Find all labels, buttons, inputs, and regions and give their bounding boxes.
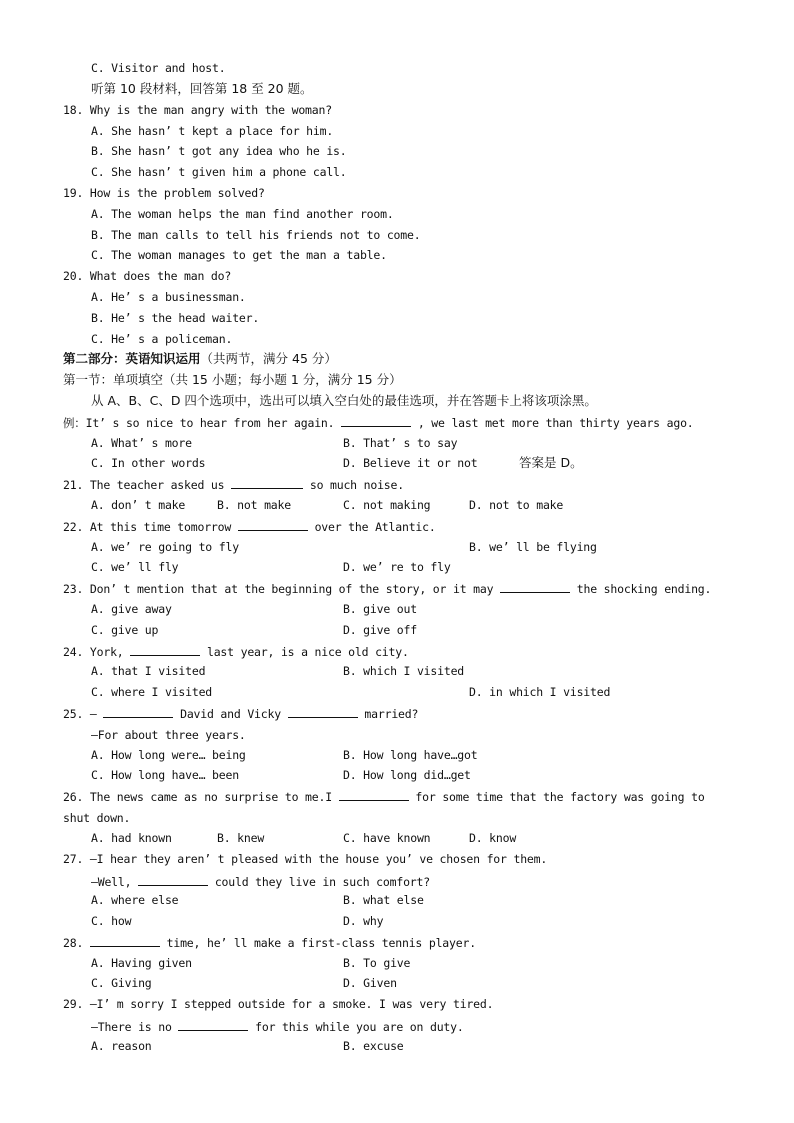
question-26-stem-start: 26. The news came as no surprise to me.I — [63, 790, 332, 804]
question-26-stem-end: for some time that the factory was going to — [415, 790, 705, 804]
example-option-b: B. That’ s to say — [343, 436, 458, 450]
question-28-option-a: A. Having given — [91, 956, 192, 970]
question-21-stem-end: so much noise. — [309, 478, 404, 492]
question-27-reply-start: —Well, — [91, 875, 132, 889]
question-22-option-d: D. we’ re to fly — [343, 560, 451, 574]
question-20-option-b: B. He’ s the head waiter. — [91, 311, 260, 325]
question-25-option-d: D. How long did…get — [343, 768, 471, 782]
question-23-stem-end: the shocking ending. — [576, 582, 712, 596]
question-26-option-a: A. had known — [91, 831, 172, 845]
question-25-reply: —For about three years. — [91, 728, 246, 742]
question-22-stem — [63, 519, 436, 534]
prev-option-c: C. Visitor and host. — [91, 61, 226, 75]
question-24-option-c: C. where I visited — [91, 685, 213, 699]
question-21-stem — [63, 477, 404, 492]
part-two-title: 第二部分：英语知识运用 — [63, 351, 201, 366]
question-26-option-b: B. knew — [217, 831, 265, 845]
question-24-stem-end: last year, is a nice old city. — [206, 645, 409, 659]
example-stem-end: , we last met more than thirty years ago. — [417, 416, 694, 430]
question-28-stem-end: time, he’ ll make a first-class tennis player. — [166, 936, 476, 950]
question-23-stem-start: 23. Don’ t mention that at the beginning of the story, or it may — [63, 582, 494, 596]
question-28-option-b: B. To give — [343, 956, 411, 970]
question-19-option-c: C. The woman manages to get the man a table. — [91, 248, 387, 262]
answer-blank — [178, 1019, 248, 1031]
section-one-heading: 第一节：单项填空（共 15 小题；每小题 1 分，满分 15 分） — [63, 372, 402, 387]
answer-blank — [288, 706, 358, 718]
question-22-stem-end: over the Atlantic. — [314, 520, 436, 534]
question-21-option-d: D. not to make — [469, 498, 564, 512]
question-22-stem-start: 22. At this time tomorrow — [63, 520, 232, 534]
question-29-stem: 29. —I’ m sorry I stepped outside for a smoke. I was very tired. — [63, 997, 494, 1011]
question-21-stem-start: 21. The teacher asked us — [63, 478, 225, 492]
question-18-option-c: C. She hasn’ t given him a phone call. — [91, 165, 347, 179]
question-27-reply — [91, 874, 430, 889]
question-26-stem-continued: shut down. — [63, 811, 131, 825]
example-option-c: C. In other words — [91, 456, 206, 470]
question-18-option-b: B. She hasn’ t got any idea who he is. — [91, 144, 347, 158]
question-26-option-c: C. have known — [343, 831, 431, 845]
question-19-option-b: B. The man calls to tell his friends not to come. — [91, 228, 421, 242]
question-26-option-d: D. know — [469, 831, 517, 845]
question-29-option-a: A. reason — [91, 1039, 152, 1053]
question-25-option-b: B. How long have…got — [343, 748, 478, 762]
question-24-option-d: D. in which I visited — [469, 685, 611, 699]
question-29-option-b: B. excuse — [343, 1039, 404, 1053]
question-25-stem-end: married? — [364, 707, 419, 721]
question-24-stem — [63, 644, 409, 659]
question-29-reply-start: —There is no — [91, 1020, 172, 1034]
question-26-stem — [63, 789, 705, 804]
question-19-stem: 19. How is the problem solved? — [63, 186, 265, 200]
answer-blank — [238, 519, 308, 531]
question-25-stem — [63, 706, 418, 721]
question-22-option-a: A. we’ re going to fly — [91, 540, 239, 554]
question-25-stem-start: 25. — — [63, 707, 97, 721]
question-28-option-d: D. Given — [343, 976, 397, 990]
question-24-option-b: B. which I visited — [343, 664, 465, 678]
question-27-option-b: B. what else — [343, 893, 424, 907]
question-21-option-a: A. don’ t make — [91, 498, 186, 512]
question-24-option-a: A. that I visited — [91, 664, 206, 678]
question-25-option-c: C. How long have… been — [91, 768, 239, 782]
question-25-stem-middle: David and Vicky — [180, 707, 281, 721]
question-21-option-b: B. not make — [217, 498, 291, 512]
question-27-stem: 27. —I hear they aren’ t pleased with the house you’ ve chosen for them. — [63, 852, 548, 866]
question-27-option-d: D. why — [343, 914, 384, 928]
question-23-option-b: B. give out — [343, 602, 417, 616]
question-23-option-a: A. give away — [91, 602, 172, 616]
question-22-option-b: B. we’ ll be flying — [469, 540, 597, 554]
answer-blank — [339, 789, 409, 801]
answer-blank — [130, 644, 200, 656]
answer-blank — [341, 415, 411, 427]
listening-instruction: 听第 10 段材料，回答第 18 至 20 题。 — [91, 81, 313, 96]
question-29-reply — [91, 1019, 464, 1034]
answer-blank — [90, 935, 160, 947]
question-18-stem: 18. Why is the man angry with the woman? — [63, 103, 332, 117]
question-23-option-c: C. give up — [91, 623, 159, 637]
question-19-option-a: A. The woman helps the man find another room. — [91, 207, 394, 221]
answer-blank — [231, 477, 303, 489]
answer-blank — [500, 581, 570, 593]
question-28-number: 28. — [63, 936, 84, 950]
question-27-option-a: A. where else — [91, 893, 179, 907]
answer-blank — [138, 874, 208, 886]
example-stem — [63, 415, 694, 430]
section-one-instruction: 从 A、B、C、D 四个选项中，选出可以填入空白处的最佳选项，并在答题卡上将该项涂黑。 — [91, 393, 597, 408]
answer-blank — [103, 706, 173, 718]
question-18-option-a: A. She hasn’ t kept a place for him. — [91, 124, 334, 138]
question-27-reply-end: could they live in such comfort? — [214, 875, 430, 889]
example-answer: 答案是 D。 — [519, 455, 583, 470]
question-28-option-c: C. Giving — [91, 976, 152, 990]
question-20-option-c: C. He’ s a policeman. — [91, 332, 233, 346]
question-21-option-c: C. not making — [343, 498, 431, 512]
part-two-heading — [63, 352, 337, 366]
question-20-stem: 20. What does the man do? — [63, 269, 232, 283]
question-23-stem — [63, 581, 711, 596]
question-27-option-c: C. how — [91, 914, 132, 928]
question-29-reply-end: for this while you are on duty. — [255, 1020, 464, 1034]
part-two-extra: （共两节，满分 45 分） — [200, 351, 337, 366]
example-option-a: A. What’ s more — [91, 436, 192, 450]
example-option-d: D. Believe it or not — [343, 456, 478, 470]
question-24-stem-start: 24. York, — [63, 645, 124, 659]
question-23-option-d: D. give off — [343, 623, 417, 637]
question-20-option-a: A. He’ s a businessman. — [91, 290, 246, 304]
question-28-stem — [63, 935, 476, 950]
question-22-option-c: C. we’ ll fly — [91, 560, 179, 574]
question-25-option-a: A. How long were… being — [91, 748, 246, 762]
example-stem-start: 例：It’ s so nice to hear from her again. — [63, 416, 335, 430]
